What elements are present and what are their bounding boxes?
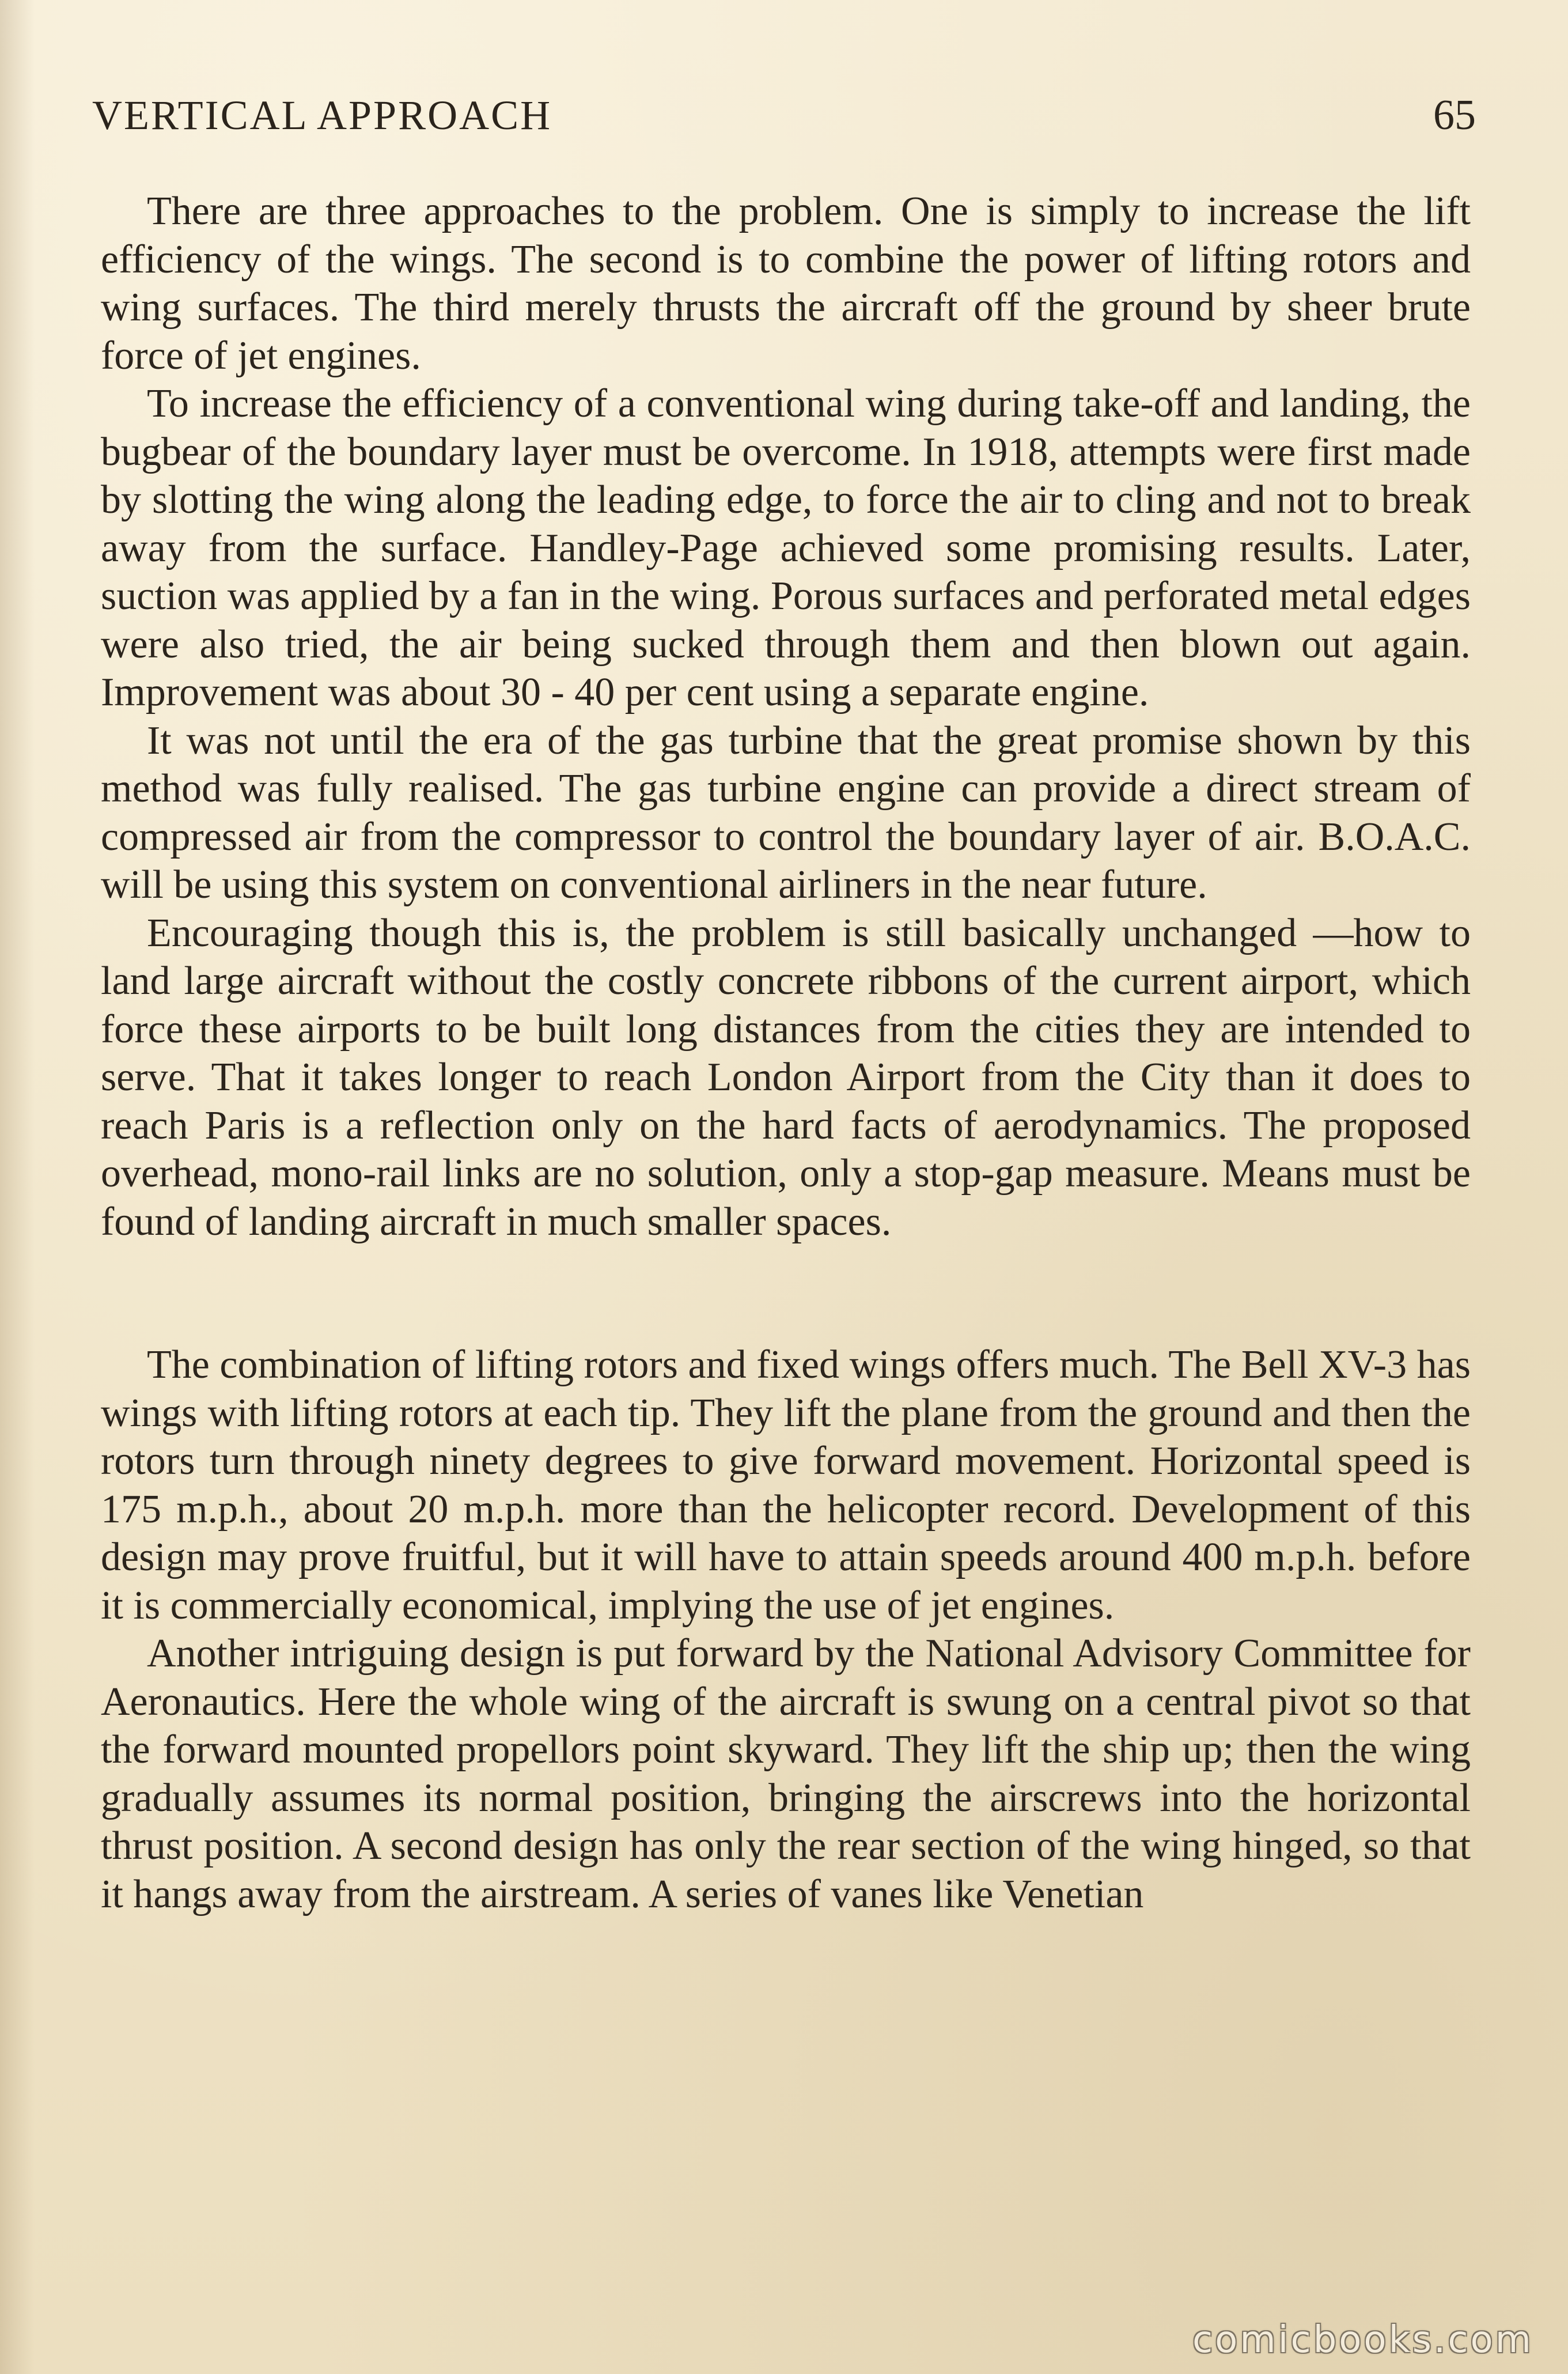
watermark: comicbooks.com (1192, 2319, 1533, 2361)
paragraph: The combination of lifting rotors and fixed wings offers much. The Bell XV-3 has wings with lifting rotors at each tip. They lift the plane from the ground and then the rotors turn through ninety degrees to give forward movement. Horizontal speed is 175 m.p.h., about 20 m.p.h. more than the helicopter record. Development of this design may prove fruitful, but it will have to attain speeds around 400 m.p.h. before it is commercially economical, implying the use of jet engines. (101, 1343, 1471, 1628)
page-header (92, 86, 1476, 144)
page-number: 65 (1433, 92, 1476, 139)
paragraph: Encouraging though this is, the problem is still basically unchanged —how to land large aircraft without the costly concrete ribbons of the current airport, which force these airports to be built long distances from the cities they are intended to serve. That it takes longer to reach London Airport from the City than it does to reach Paris is a reflection only on the hard facts of aerodynamics. The proposed overhead, mono-rail links are no solution, only a stop-gap measure. Means must be found of landing aircraft in much smaller spaces. (101, 910, 1471, 1244)
paragraph: It was not until the era of the gas turbine that the great promise shown by this method was fully realised. The gas turbine engine can provide a direct stream of compressed air from the compressor to control the boundary layer of air. B.O.A.C. will be using this system on conventional airliners in the near future. (101, 718, 1471, 907)
paragraph: Another intriguing design is put forward by the National Advisory Committee for Aeronautics. Here the whole wing of the aircraft is swung on a central pivot so that the forward mounted propellors point skyward. They lift the ship up; then the wing gradually assumes its normal position, bringing the airscrews into the horizontal thrust position. A second design has only the rear section of the wing hinged, so that it hangs away from the airstream. A series of vanes like Venetian (101, 1631, 1471, 1916)
paragraph: There are three approaches to the problem. One is simply to increase the lift efficiency of the wings. The second is to combine the power of lifting rotors and wing surfaces. The third merely thrusts the aircraft off the ground by sheer brute force of jet engines. (101, 189, 1471, 378)
body-text (101, 187, 1471, 1918)
running-head: VERTICAL APPROACH (92, 92, 552, 138)
paragraph: To increase the efficiency of a conventional wing during take-off and landing, the bugbear of the boundary layer must be overcome. In 1918, attempts were first made by slotting the wing along the leading edge, to force the air to cling and not to break away from the surface. Handley-Page achieved some promising results. Later, suction was applied by a fan in the wing. Porous surfaces and perforated metal edges were also tried, the air being sucked through them and then blown out again. Improvement was about 30 - 40 per cent using a separate engine. (101, 381, 1471, 715)
section-break (101, 1246, 1471, 1341)
page-edge-shadow (0, 0, 35, 2374)
